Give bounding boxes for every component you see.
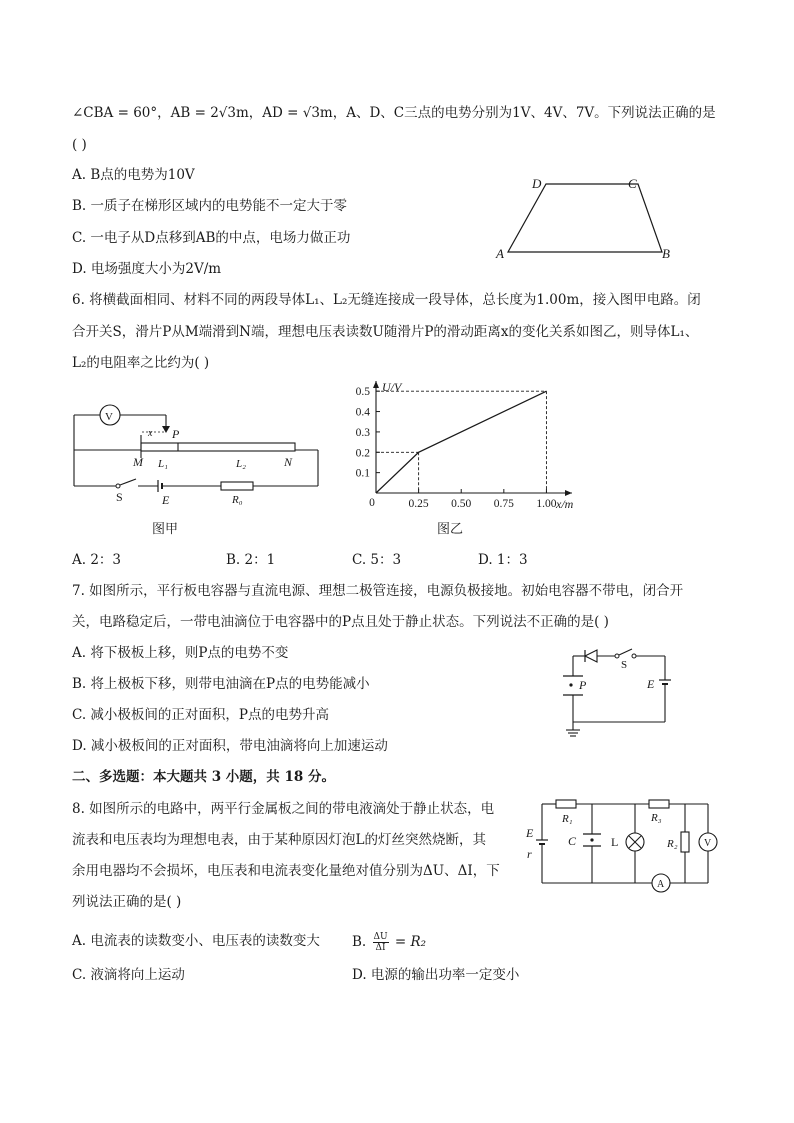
voltmeter-label: V (105, 411, 113, 423)
r2-label: R₂ (667, 838, 678, 850)
label-C: C (628, 176, 637, 191)
y-axis-label: U/V (382, 380, 402, 394)
q8-stem-line2: 流表和电压表均为理想电表，由于某种原因灯泡L的灯丝突然烧断，其 (72, 832, 486, 848)
q8-option-b-prefix: B. (352, 934, 367, 950)
caption-jia: 图甲 (151, 522, 178, 537)
r0-label: R₀ (232, 494, 243, 506)
x-axis-label: x/m (556, 497, 574, 511)
q6-option-b: B. 2：1 (226, 552, 276, 568)
q8-option-b-rhs: = R₂ (394, 934, 427, 950)
x-tick-label: 0.50 (451, 498, 472, 510)
y-tick-label: 0.5 (355, 386, 370, 399)
y-tick-label: 0.3 (355, 426, 370, 439)
r3-label: R₃ (651, 812, 662, 824)
u-x-chart (340, 375, 590, 515)
m-label: M (133, 455, 143, 469)
circuit-jia (66, 400, 336, 515)
source-e-label-q8: E (526, 826, 534, 840)
switch-s-label: S (116, 490, 123, 504)
l1-label: L₁ (158, 458, 168, 470)
internal-r-label: r (527, 847, 532, 861)
q7-option-c: C. 减小极板间的正对面积，P点的电势升高 (72, 707, 330, 723)
r1-label: R₁ (562, 813, 573, 825)
q6-stem-line1: 6. 将横截面相同、材料不同的两段导体L₁、L₂无缝连接成一段导体，总长度为1.00m，接入图甲电路。闭 (72, 292, 701, 308)
source-e-label: E (162, 493, 170, 507)
caption-yi: 图乙 (436, 522, 463, 537)
y-tick-label: 0.1 (355, 467, 370, 480)
trapezoid-figure (490, 170, 690, 270)
n-label: N (284, 455, 293, 469)
q5-stem-line1: ∠CBA = 60°，AB = 2√3m，AD = √3m，A、D、C三点的电势分别为1V、4V、7V。下列说法正确的是 (72, 105, 716, 121)
q5-stem-line2: ( ) (72, 137, 87, 153)
capacitor-diode-circuit (555, 642, 680, 742)
y-tick-label: 0.2 (355, 447, 370, 460)
label-B: B (662, 246, 670, 261)
lamp-circuit (522, 796, 722, 896)
q7-option-a: A. 将下极板上移，则P点的电势不变 (72, 645, 289, 661)
x-tick-label: 1.00 (536, 498, 557, 510)
frac-denominator: ΔI (375, 943, 386, 953)
slider-p-label: P (172, 427, 180, 441)
y-tick-label: 0.4 (355, 406, 370, 419)
voltmeter-label-q8: V (704, 838, 712, 849)
source-e-label-q7: E (647, 677, 655, 691)
lamp-l-label: L (611, 835, 619, 849)
q6-stem-line3: L₂的电阻率之比约为( ) (72, 355, 210, 371)
capacitor-c-label: C (568, 834, 577, 848)
q7-option-d: D. 减小极板间的正对面积，带电油滴将向上加速运动 (72, 738, 388, 754)
q7-stem-line2: 关，电路稳定后，一带电油滴位于电容器中的P点且处于静止状态。下列说法不正确的是( ) (72, 614, 609, 630)
x-tick-label: 0.75 (493, 498, 514, 510)
q8-stem-line3: 余用电器均不会损坏，电压表和电流表变化量绝对值分别为ΔU、ΔI，下 (72, 863, 500, 879)
q5-option-a: A. B点的电势为10V (72, 167, 195, 183)
q8-stem-line4: 列说法正确的是( ) (72, 894, 182, 910)
section-title-multiple-choice: 二、多选题：本大题共 3 小题，共 18 分。 (72, 769, 335, 785)
delta-u-over-delta-i (373, 932, 389, 953)
series-line-u (376, 391, 546, 493)
q6-option-d: D. 1：3 (478, 552, 528, 568)
x-tick-label: 0.25 (408, 498, 429, 510)
q8-option-a: A. 电流表的读数变小、电压表的读数变大 (72, 933, 320, 949)
frac-numerator: ΔU (373, 932, 388, 942)
q7-option-b: B. 将上极板下移，则带电油滴在P点的电势能减小 (72, 676, 370, 692)
x-label: x (148, 428, 153, 439)
l2-label: L₂ (236, 458, 246, 470)
x-axis-arrow (565, 490, 572, 496)
q7-stem-line1: 7. 如图所示，平行板电容器与直流电源、理想二极管连接，电源负极接地。初始电容器不带电，闭合开 (72, 583, 684, 599)
origin-label: 0 (369, 497, 375, 509)
label-A: A (496, 246, 504, 261)
label-D: D (532, 176, 542, 191)
point-p-label: P (579, 678, 587, 692)
q8-stem-line1: 8. 如图所示的电路中，两平行金属板之间的带电液滴处于静止状态，电 (72, 801, 495, 817)
q6-option-a: A. 2：3 (72, 552, 122, 568)
q5-option-b: B. 一质子在梯形区域内的电势能不一定大于零 (72, 198, 348, 214)
q6-stem-line2: 合开关S，滑片P从M端滑到N端，理想电压表读数U随滑片P的滑动距离x的变化关系如图乙，则导体L₁、 (72, 324, 699, 340)
q6-option-c: C. 5：3 (352, 552, 402, 568)
q8-option-d: D. 电源的输出功率一定变小 (352, 967, 520, 983)
ammeter-label: A (657, 879, 665, 890)
q5-option-d: D. 电场强度大小为2V/m (72, 261, 222, 277)
y-axis-arrow (373, 381, 379, 388)
switch-s-label-q7: S (621, 659, 628, 671)
q8-option-b (352, 932, 426, 953)
q8-option-c: C. 液滴将向上运动 (72, 967, 185, 983)
q5-option-c: C. 一电子从D点移到AB的中点，电场力做正功 (72, 230, 351, 246)
